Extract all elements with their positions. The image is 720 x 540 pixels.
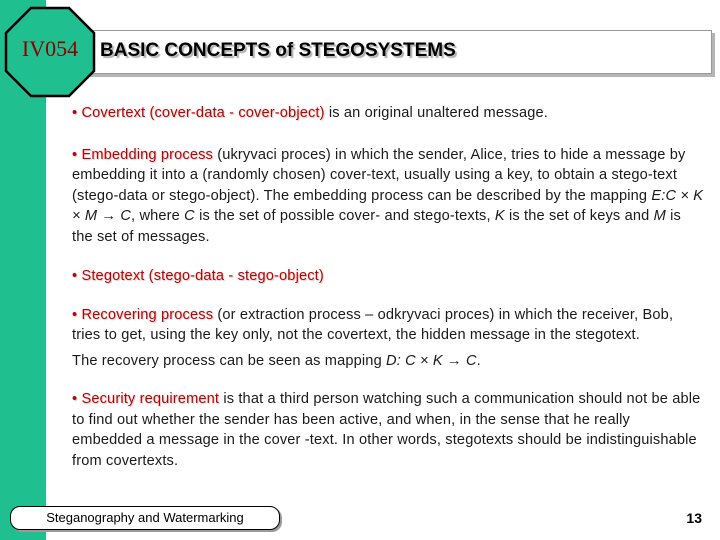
recovery-desc-3: . [476,352,481,369]
bullet-covertext [72,103,704,124]
recovering-desc-1: (or extraction process – odkryvaci proces) in which the receiver, Bob, tries to get, using the key only, not the covertext, the hidden message in the stegotext. [72,306,674,343]
course-code: IV054 [21,36,79,61]
embedding-desc-5: is the set of messages. [72,208,681,245]
bullet-security [72,389,704,471]
bullet-embedding [72,145,704,248]
term-stegotext: • Stegotext (stego-data - stego-object) [72,268,324,284]
var-m: M [653,208,666,224]
bullet-stegotext [72,266,704,287]
var-c: C [184,208,195,224]
recovery-mapping-line [72,351,704,372]
footer-label: Steganography and Watermarking [10,506,280,530]
embedding-desc-4: is the set of keys and [504,208,654,224]
embedding-desc-2: , where [131,208,185,224]
embedding-desc-1: (ukryvaci proces) in which the sender, Alice, tries to hide a message by embedding it into a (randomly chosen) cover-text, usually using a key, to obtain a stego-text (stego-data or stego-object). The embedding process can be described by the mapping [72,146,686,204]
term-embedding: • Embedding process [72,146,213,163]
term-recovering: • Recovering process [72,306,214,323]
embedding-mapping: E:C × K × M → C [72,187,704,224]
var-k: K [494,208,505,224]
slide-content [72,103,704,471]
recovery-desc-2: The recovery process can be seen as mapping [72,352,387,369]
recovery-mapping: D: C × K → C [386,352,477,369]
bullet-recovering [72,305,704,346]
page-number: 13 [686,510,702,526]
covertext-desc: is an original unaltered message. [324,105,548,121]
security-desc: is that a third person watching such a communication should not be able to find out whether the sender has been active, and when, in the sense that he really embedded a message in the cover -text. In other words, stegotexts should be indistinguishable from covertexts. [72,391,701,469]
term-covertext: • Covertext (cover-data - cover-object) [72,105,325,121]
term-security: • Security requirement [72,391,220,407]
slide-title: BASIC CONCEPTS of STEGOSYSTEMS [100,40,456,61]
embedding-desc-3: is the set of possible cover- and stego-texts, [194,208,495,224]
